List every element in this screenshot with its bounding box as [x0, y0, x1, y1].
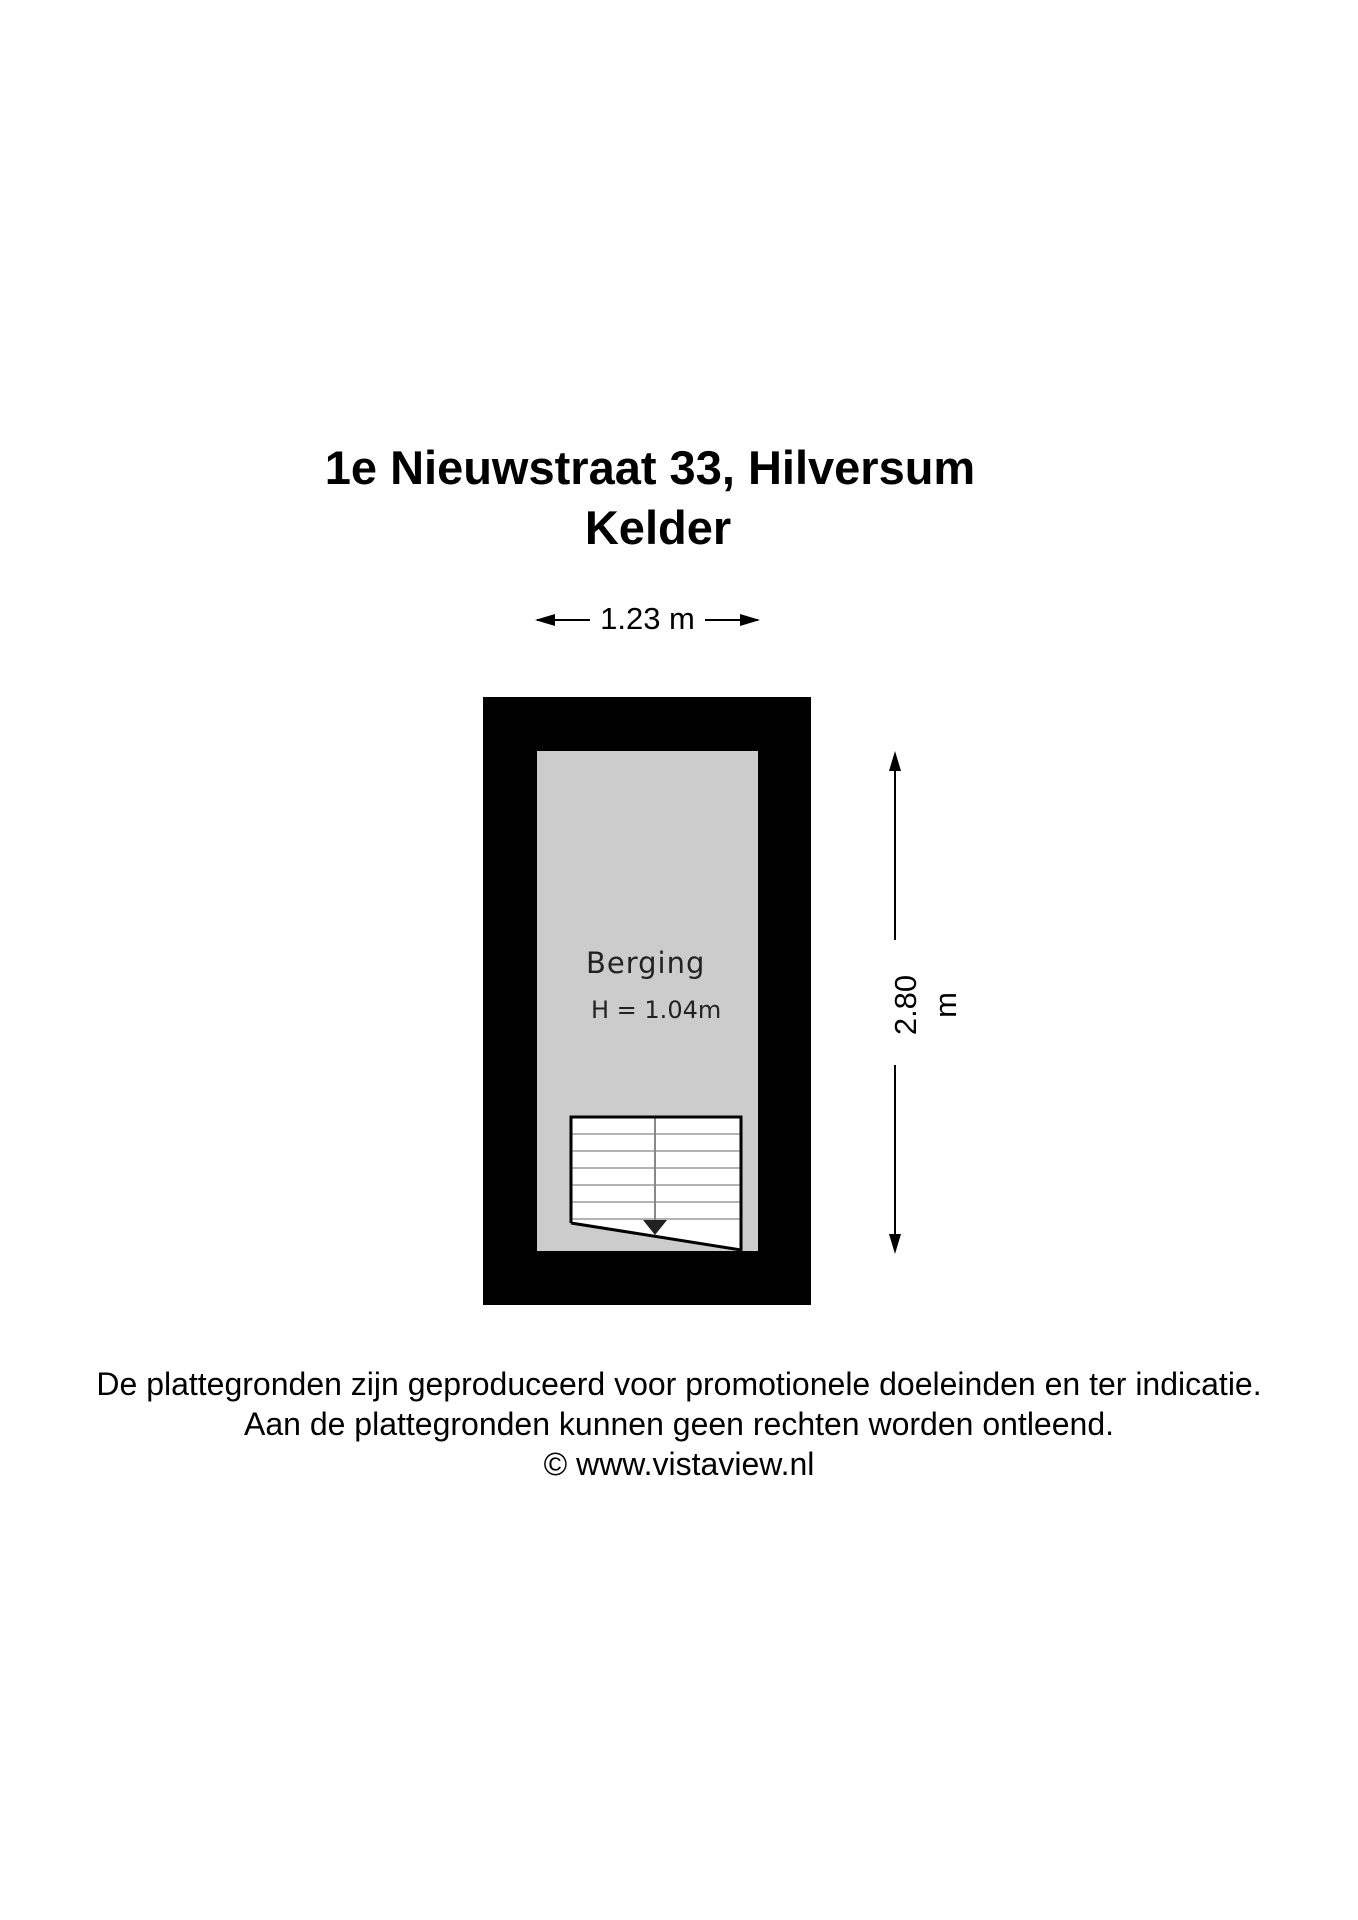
room-name-label: Berging: [586, 946, 706, 980]
room-height-label: H = 1.04m: [591, 996, 722, 1024]
width-dimension-label: 1.23 m: [600, 601, 695, 636]
disclaimer-line-1: De plattegronden zijn geproduceerd voor promotionele doeleinden en ter indicatie.: [96, 1366, 1262, 1402]
disclaimer-line-2: Aan de plattegronden kunnen geen rechten worden ontleend.: [243, 1406, 1114, 1442]
address-title: 1e Nieuwstraat 33, Hilversum: [324, 441, 976, 494]
length-dimension-label: 2.80 m: [888, 974, 963, 1036]
copyright-line: © www.vistaview.nl: [543, 1446, 815, 1482]
floor-title: Kelder: [584, 501, 732, 554]
